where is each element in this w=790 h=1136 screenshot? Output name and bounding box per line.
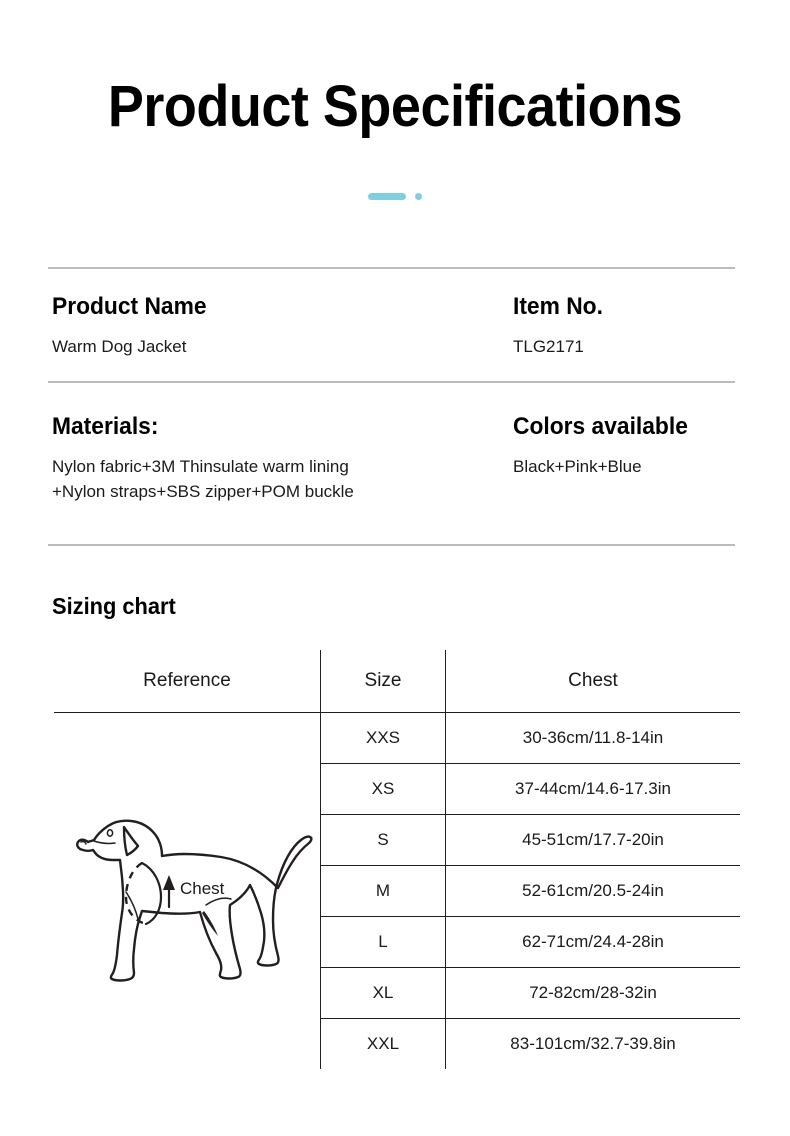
chest-measurement-label: Chest	[180, 879, 225, 898]
cell-size: XXL	[321, 1019, 446, 1071]
table-row	[53, 713, 741, 764]
cell-chest: 52-61cm/20.5-24in	[446, 866, 742, 917]
materials-value-group	[52, 454, 354, 504]
divider-rule-middle	[48, 381, 735, 383]
product-name-value-group	[52, 334, 215, 359]
page-title: Product Specifications	[107, 74, 683, 139]
info-field-materials	[52, 412, 354, 504]
title-decoration	[0, 190, 790, 202]
item-no-value-group	[513, 334, 608, 359]
dog-silhouette-icon	[58, 777, 316, 1005]
colors-available-value: Black+Pink+Blue	[513, 457, 642, 476]
cell-size: XS	[321, 764, 446, 815]
cell-chest: 72-82cm/28-32in	[446, 968, 742, 1019]
info-field-product-name	[52, 292, 215, 359]
cell-chest: 45-51cm/17.7-20in	[446, 815, 742, 866]
cell-chest: 62-71cm/24.4-28in	[446, 917, 742, 968]
product-name-heading: Product Name	[52, 293, 207, 320]
column-header-reference: Reference	[53, 649, 321, 713]
cell-size: M	[321, 866, 446, 917]
cell-chest: 30-36cm/11.8-14in	[446, 713, 742, 764]
column-header-size: Size	[321, 649, 446, 713]
dog-reference-illustration-cell	[53, 713, 321, 1071]
materials-heading: Materials:	[52, 413, 159, 440]
cell-size: S	[321, 815, 446, 866]
table-header-row	[53, 649, 741, 713]
cell-size: XXS	[321, 713, 446, 764]
item-no-heading: Item No.	[513, 293, 603, 320]
divider-rule-bottom	[48, 544, 735, 546]
info-field-item-no	[513, 292, 608, 359]
product-name-value: Warm Dog Jacket	[52, 337, 187, 356]
colors-available-value-group	[513, 454, 697, 479]
cell-size: L	[321, 917, 446, 968]
sizing-chart-table-wrapper	[52, 648, 736, 1060]
sizing-chart-heading: Sizing chart	[52, 593, 176, 619]
column-header-chest: Chest	[446, 649, 742, 713]
item-no-value: TLG2171	[513, 337, 584, 356]
info-field-colors	[513, 412, 697, 479]
cell-size: XL	[321, 968, 446, 1019]
cell-chest: 37-44cm/14.6-17.3in	[446, 764, 742, 815]
sizing-chart-table	[52, 648, 742, 1071]
cell-chest: 83-101cm/32.7-39.8in	[446, 1019, 742, 1071]
materials-value-line-2: +Nylon straps+SBS zipper+POM buckle	[52, 482, 354, 501]
materials-value-line-1: Nylon fabric+3M Thinsulate warm lining	[52, 457, 349, 476]
colors-available-heading: Colors available	[513, 413, 688, 440]
decoration-dash	[368, 193, 406, 200]
decoration-dot	[415, 193, 422, 200]
divider-rule-top	[48, 267, 735, 269]
